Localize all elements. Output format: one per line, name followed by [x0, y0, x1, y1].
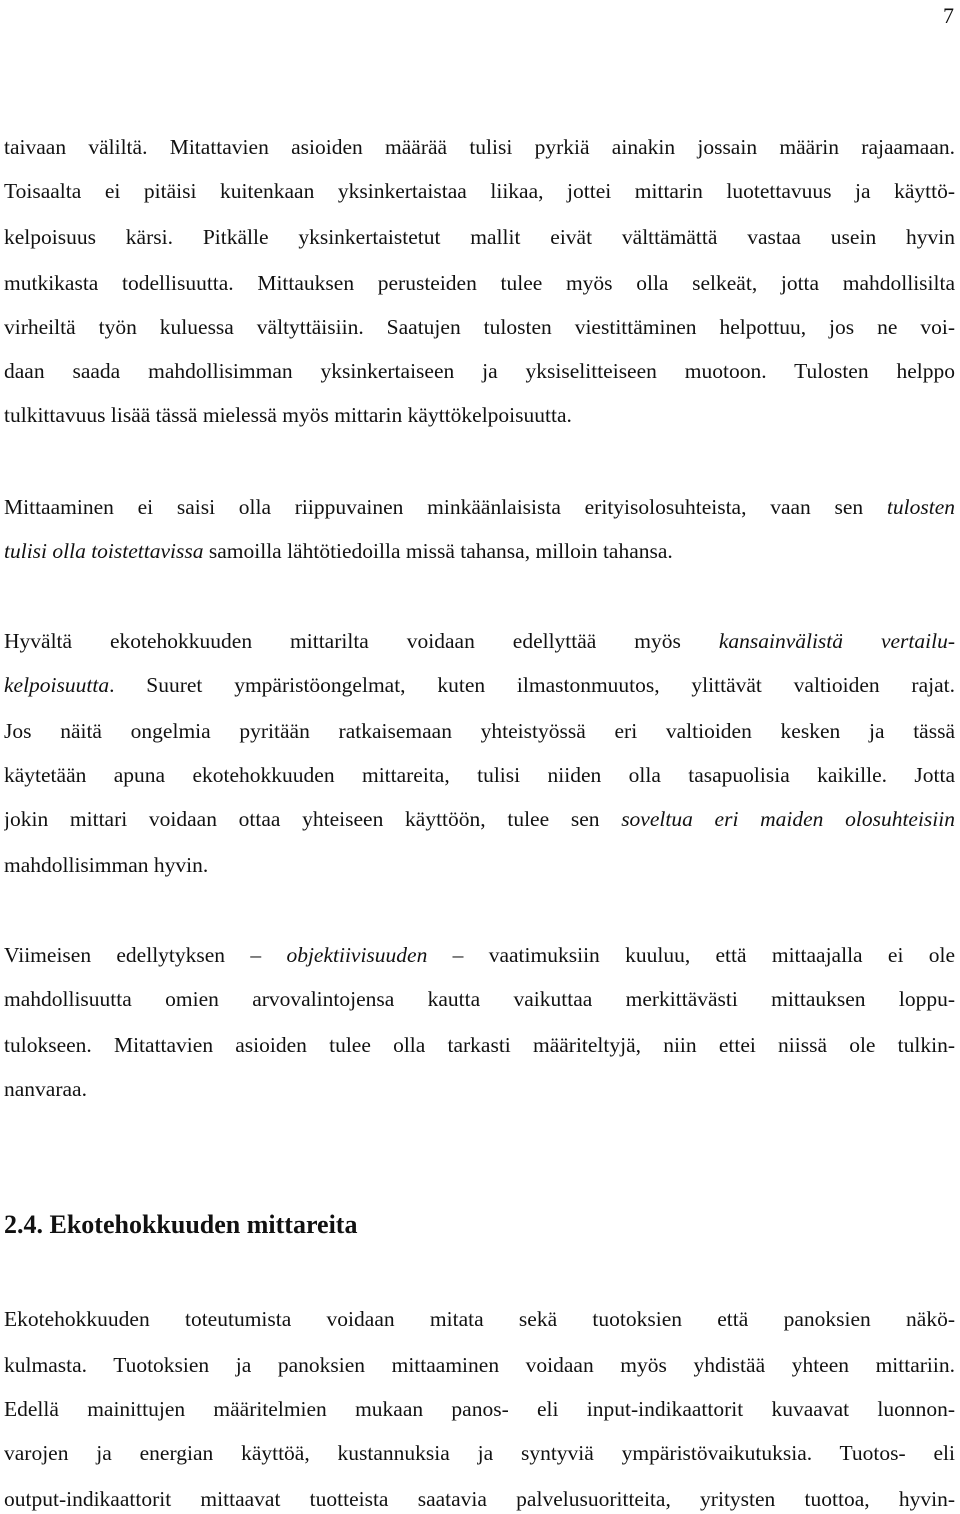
- text-line: Mittaaminen ei saisi olla riippuvainen minkäänlaisista erityisolosuhteista, vaan sen tulosten: [4, 495, 955, 519]
- emphasis: kelpoisuutta: [4, 673, 110, 697]
- text-line: mahdollisuutta omien arvovalintojensa kautta vaikuttaa merkittävästi mittauksen loppu-: [4, 987, 955, 1011]
- text-line: varojen ja energian käyttöä, kustannuksia ja syntyviä ympäristövaikutuksia. Tuotos- eli: [4, 1441, 955, 1465]
- emphasis: objektiivisuuden: [286, 943, 428, 967]
- emphasis: soveltua eri maiden olosuhteisiin: [621, 807, 955, 831]
- text-line: kelpoisuutta. Suuret ympäristöongelmat, kuten ilmastonmuutos, ylittävät valtioiden rajat.: [4, 673, 955, 697]
- text-line: output-indikaattorit mittaavat tuotteista saatavia palvelusuoritteita, yritysten tuottoa, hyvin-: [4, 1487, 955, 1511]
- text-line: tulokseen. Mitattavien asioiden tulee olla tarkasti määriteltyjä, niin ettei niissä ole tulkin-: [4, 1033, 955, 1057]
- text-line: mahdollisimman hyvin.: [4, 853, 209, 877]
- text-line: tulkittavuus lisää tässä mielessä myös mittarin käyttökelpoisuutta.: [4, 403, 572, 427]
- text-line: mutkikasta todellisuutta. Mittauksen perusteiden tulee myös olla selkeät, jotta mahdollisilta: [4, 271, 955, 295]
- text-line: jokin mittari voidaan ottaa yhteiseen käyttöön, tulee sen soveltua eri maiden olosuhteisiin: [4, 807, 955, 831]
- text-line: kulmasta. Tuotoksien ja panoksien mittaaminen voidaan myös yhdistää yhteen mittariin.: [4, 1353, 955, 1377]
- text-line: Hyvältä ekotehokkuuden mittarilta voidaan edellyttää myös kansainvälistä vertailu-: [4, 629, 955, 653]
- text-line: Ekotehokkuuden toteutumista voidaan mitata sekä tuotoksien että panoksien näkö-: [4, 1307, 955, 1331]
- text-line: Viimeisen edellytyksen – objektiivisuuden – vaatimuksiin kuuluu, että mittaajalla ei ole: [4, 943, 955, 967]
- text-line: kelpoisuus kärsi. Pitkälle yksinkertaistetut mallit eivät välttämättä vastaa usein hyvin: [4, 225, 955, 249]
- text-line: Edellä mainittujen määritelmien mukaan panos- eli input-indikaattorit kuvaavat luonnon-: [4, 1397, 955, 1421]
- text-line: tulisi olla toistettavissa samoilla lähtötiedoilla missä tahansa, milloin tahansa.: [4, 539, 673, 563]
- text-line: taivaan väliltä. Mitattavien asioiden määrää tulisi pyrkiä ainakin jossain määrin rajaamaan.: [4, 135, 955, 159]
- text-line: käytetään apuna ekotehokkuuden mittareita, tulisi niiden olla tasapuolisia kaikille. Jotta: [4, 763, 955, 787]
- text-line: Jos näitä ongelmia pyritään ratkaisemaan yhteistyössä eri valtioiden kesken ja tässä: [4, 719, 955, 743]
- text-line: nanvaraa.: [4, 1077, 87, 1101]
- text-line: virheiltä työn kuluessa vältyttäisiin. Saatujen tulosten viestittäminen helpottuu, jos ne voi-: [4, 315, 955, 339]
- text-line: Toisaalta ei pitäisi kuitenkaan yksinkertaistaa liikaa, jottei mittarin luotettavuus ja käyttö-: [4, 179, 955, 203]
- page-number: 7: [943, 3, 954, 28]
- text-line: daan saada mahdollisimman yksinkertaiseen ja yksiselitteiseen muotoon. Tulosten helppo: [4, 359, 955, 383]
- emphasis: kansainvälistä vertailu-: [718, 629, 955, 653]
- section-heading: 2.4. Ekotehokkuuden mittareita: [4, 1210, 358, 1239]
- emphasis: tulisi olla toistettavissa: [4, 539, 204, 563]
- emphasis: tulosten: [886, 495, 955, 519]
